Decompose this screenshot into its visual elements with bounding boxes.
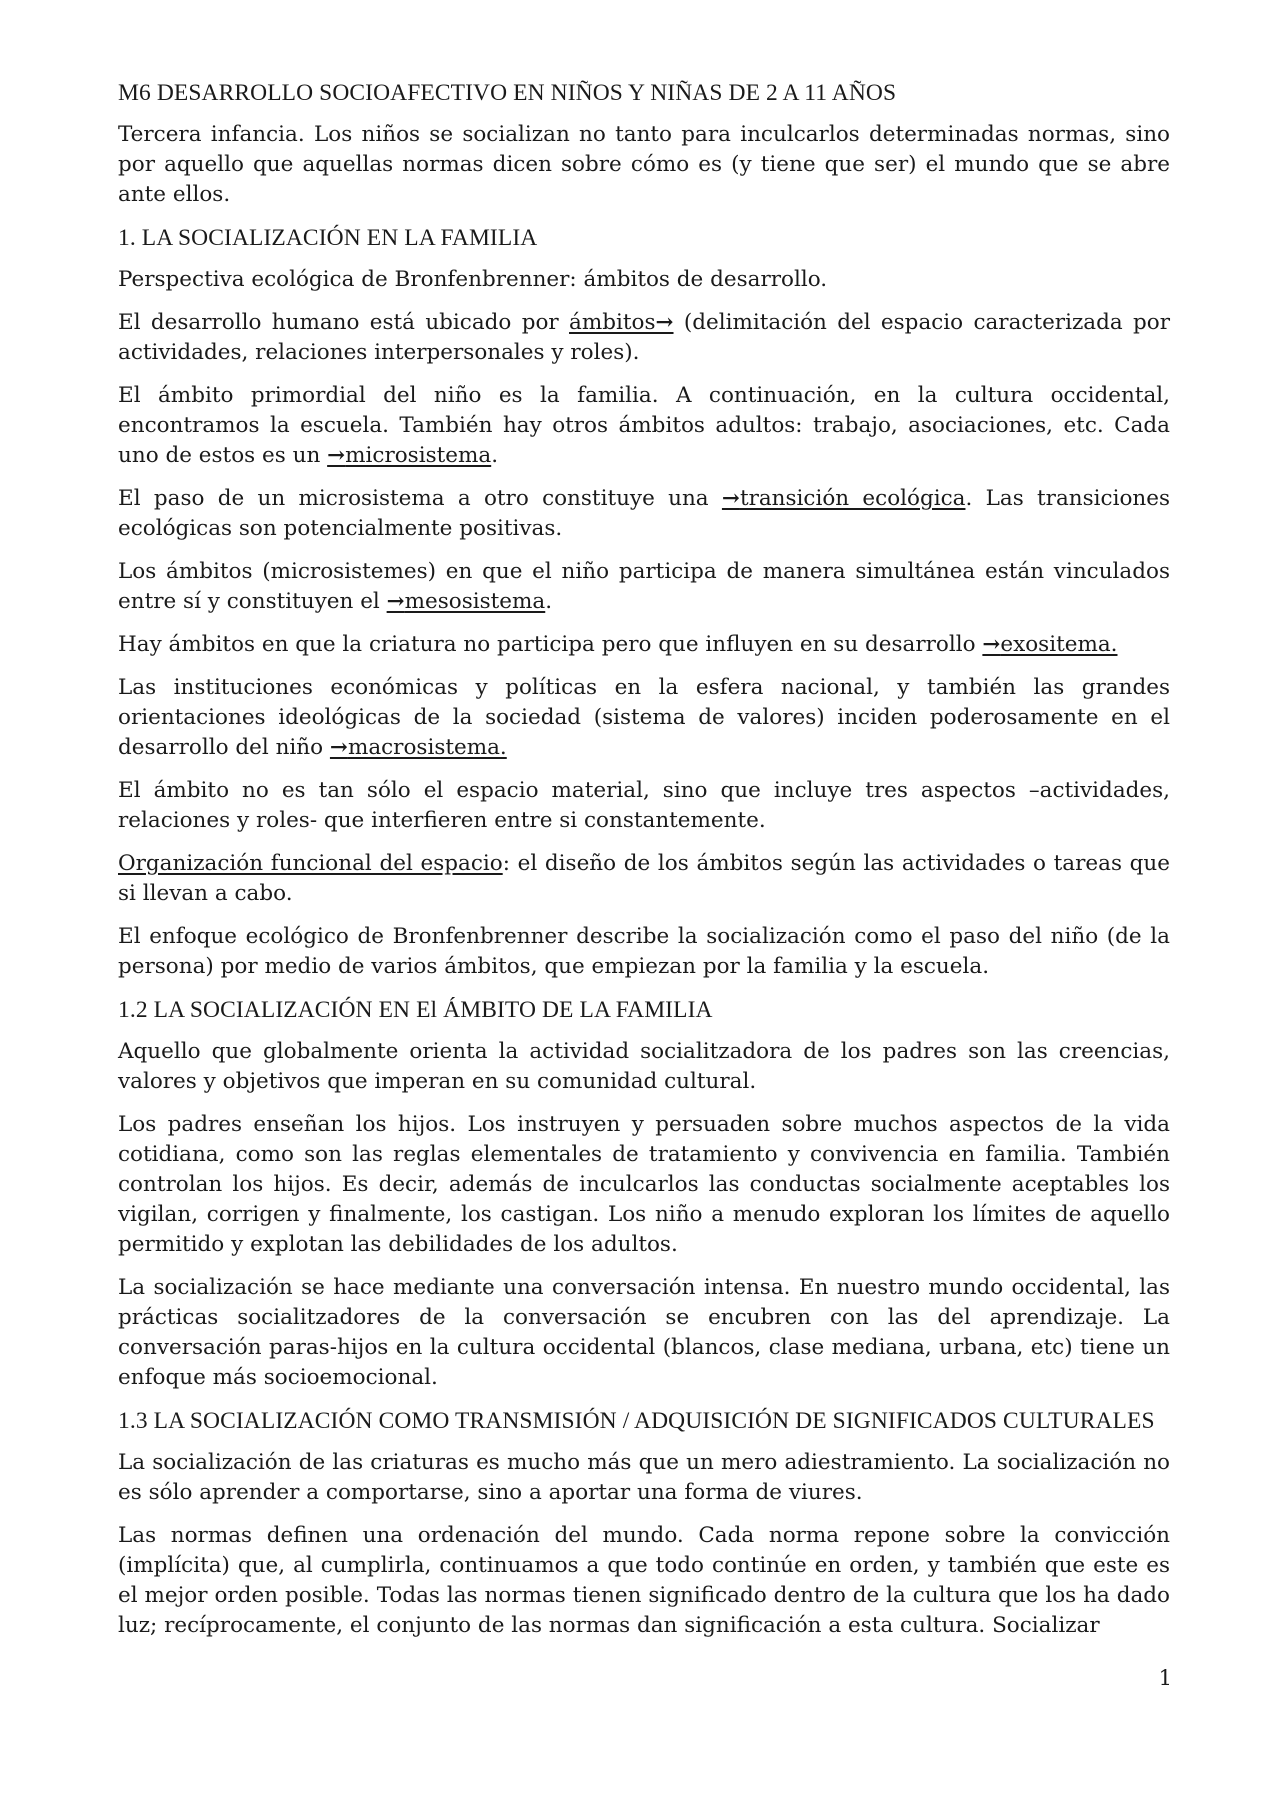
section-1-heading: 1. LA SOCIALIZACIÓN EN LA FAMILIA xyxy=(118,225,538,251)
arrow-icon: → xyxy=(327,443,346,468)
section-1-paragraph: El desarrollo humano está ubicado por ámbitos→ (delimitación del espacio caracterizada por actividades, relaciones interpersonales y roles). xyxy=(118,310,1171,365)
section-1-2-paragraph: Los padres enseñan los hijos. Los instruyen y persuaden sobre muchos aspectos de la vida cotidiana, como son las reglas elementales de tratamiento y convivencia en familia. También controlan los hijos. Es decir, además de inculcarlos las conductas socialmente aceptables los vigilan, corrigen y finalmente, los castigan. Los niño a menudo exploran los límites de aquello permitido y explotan las debilidades de los adultos. xyxy=(118,1112,1170,1257)
section-1-paragraph: Hay ámbitos en que la criatura no participa pero que influyen en su desarrollo →exositema. xyxy=(118,632,1118,657)
section-1-3-heading: 1.3 LA SOCIALIZACIÓN COMO TRANSMISIÓN / ADQUISICIÓN DE SIGNIFICADOS CULTURALES xyxy=(118,1408,1155,1434)
arrow-icon: → xyxy=(655,310,674,335)
arrow-icon: → xyxy=(386,589,405,614)
section-1-2-heading: 1.2 LA SOCIALIZACIÓN EN El ÁMBITO DE LA FAMILIA xyxy=(118,997,713,1023)
underlined-term: Organización funcional del espacio xyxy=(118,851,503,876)
page-number: 1 xyxy=(1158,1666,1172,1690)
section-1-paragraph: Organización funcional del espacio: el diseño de los ámbitos según las actividades o tareas que si llevan a cabo. xyxy=(118,851,1170,906)
underlined-term: →macrosistema. xyxy=(329,735,507,760)
underlined-term: ámbitos→ xyxy=(569,310,674,335)
section-1-paragraph: Los ámbitos (microsistemes) en que el niño participa de manera simultánea están vinculados entre sí y constituyen el →mesosistema. xyxy=(118,559,1170,614)
underlined-term: →transición ecológica xyxy=(721,486,966,511)
section-1-3-paragraph: Las normas definen una ordenación del mundo. Cada norma repone sobre la convicción (implícita) que, al cumplirla, continuamos a que todo continúe en orden, y también que este es el mejor orden posible. Todas las normas tienen significado dentro de la cultura que los ha dado luz; recíprocamente, el conjunto de las normas dan significación a esta cultura. Socializar xyxy=(118,1523,1170,1638)
arrow-icon: → xyxy=(329,735,348,760)
section-1-paragraph: El ámbito no es tan sólo el espacio material, sino que incluye tres aspectos –actividades, relaciones y roles- que interfieren entre si constantemente. xyxy=(118,778,1170,833)
section-1-paragraph: Las instituciones económicas y políticas en la esfera nacional, y también las grandes orientaciones ideológicas de la sociedad (sistema de valores) inciden poderosamente en el desarrollo del niño →macrosistema. xyxy=(118,675,1170,760)
section-1-paragraph: Perspectiva ecológica de Bronfenbrenner: ámbitos de desarrollo. xyxy=(118,267,828,292)
intro-paragraph: Tercera infancia. Los niños se socializan no tanto para inculcarlos determinadas normas, sino por aquello que aquellas normas dicen sobre cómo es (y tiene que ser) el mundo que se abre ante ellos. xyxy=(118,122,1170,207)
section-1-paragraph: El ámbito primordial del niño es la familia. A continuación, en la cultura occidental, encontramos la escuela. También hay otros ámbitos adultos: trabajo, asociaciones, etc. Cada uno de estos es un →microsistema. xyxy=(118,383,1170,468)
underlined-term: →microsistema xyxy=(327,443,492,468)
section-1-2-paragraph: La socialización se hace mediante una conversación intensa. En nuestro mundo occidental, las prácticas socialitzadores de la conversación se encubren con las del aprendizaje. La conversación paras-hijos en la cultura occidental (blancos, clase mediana, urbana, etc) tiene un enfoque más socioemocional. xyxy=(118,1275,1170,1390)
underlined-term: →mesosistema xyxy=(386,589,546,614)
section-1-paragraph: El enfoque ecológico de Bronfenbrenner describe la socialización como el paso del niño (de la persona) por medio de varios ámbitos, que empiezan por la familia y la escuela. xyxy=(118,924,1170,979)
document-title: M6 DESARROLLO SOCIOAFECTIVO EN NIÑOS Y NIÑAS DE 2 A 11 AÑOS xyxy=(118,80,897,106)
document-page xyxy=(118,78,1170,1654)
arrow-icon: → xyxy=(982,632,1001,657)
section-1-2-paragraph: Aquello que globalmente orienta la actividad socialitzadora de los padres son las creencias, valores y objetivos que imperan en su comunidad cultural. xyxy=(118,1039,1170,1094)
arrow-icon: → xyxy=(721,486,740,511)
underlined-term: →exositema. xyxy=(982,632,1118,657)
section-1-3-paragraph: La socialización de las criaturas es mucho más que un mero adiestramiento. La socialización no es sólo aprender a comportarse, sino a aportar una forma de viures. xyxy=(118,1450,1170,1505)
section-1-paragraph: El paso de un microsistema a otro constituye una →transición ecológica. Las transiciones ecológicas son potencialmente positivas. xyxy=(118,486,1170,541)
